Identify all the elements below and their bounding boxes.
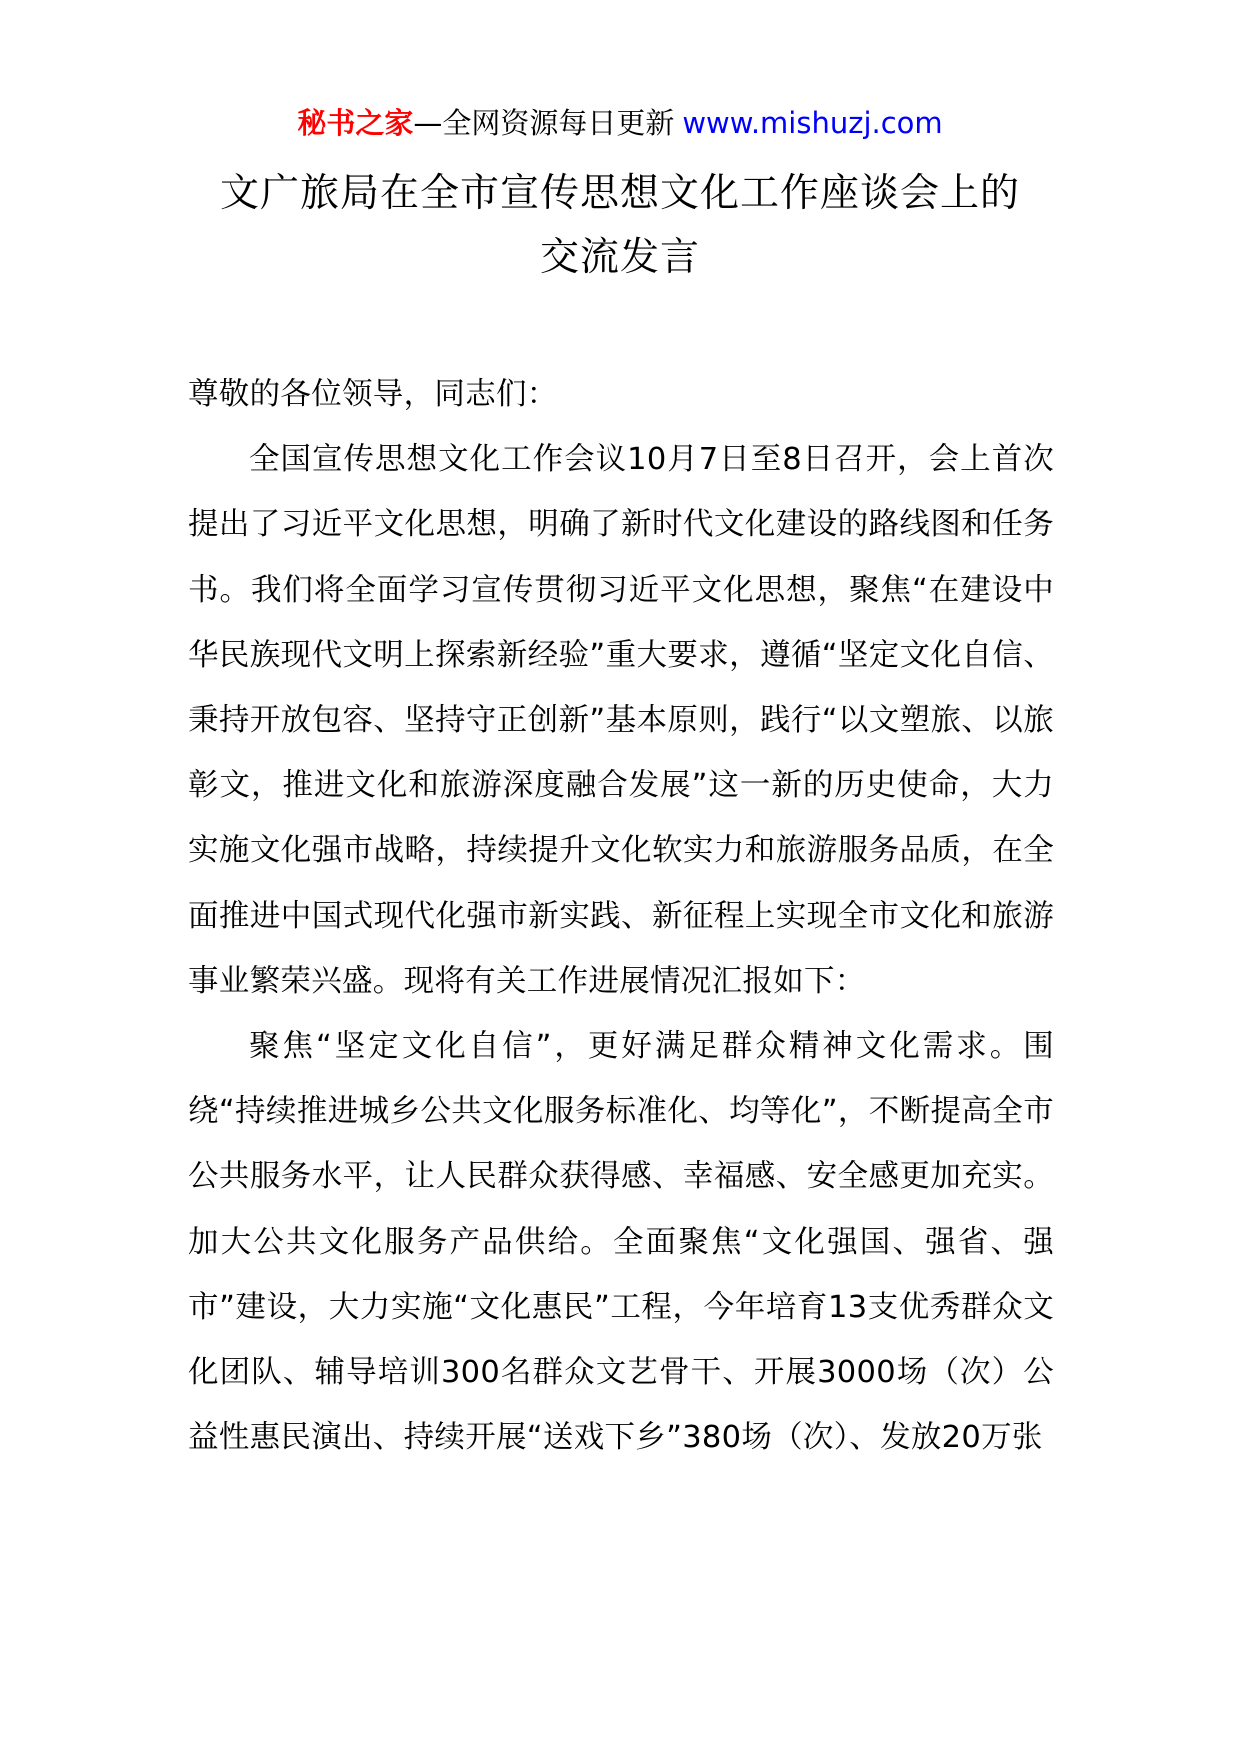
brand-name: 秘书之家 [297,106,414,140]
salutation: 尊敬的各位领导，同志们： [188,377,558,412]
header-tagline: —全网资源每日更新 [413,106,675,140]
site-url-link[interactable]: www.mishuzj.com [682,106,943,140]
paragraph-1: 全国宣传思想文化工作会议10月7日至8日召开，会上首次提出了习近平文化思想，明确了新时代文化建设的路线图和任务书。我们将全面学习宣传贯彻习近平文化思想，聚焦“在建设中华民族现代文明上探索新经验”重大要求，遵循“坚定文化自信、秉持开放包容、坚持守正创新”基本原则，践行“以文塑旅、以旅彰文，推进文化和旅游深度融合发展”这一新的历史使命，大力实施文化强市战略，持续提升文化软实力和旅游服务品质，在全面推进中国式现代化强市新实践、新征程上实现全市文化和旅游事业繁荣兴盛。现将有关工作进展情况汇报如下： [188,442,1054,999]
paragraph-2-body: 围绕“持续推进城乡公共文化服务标准化、均等化”，不断提高全市公共服务水平，让人民群众获得感、幸福感、安全感更加充实。加大公共文化服务产品供给。全面聚焦“文化强国、强省、强市”建设，大力实施“文化惠民”工程，今年培育13支优秀群众文化团队、辅导培训300名群众文艺骨干、开展3000场（次）公益性惠民演出、持续开展“送戏下乡”380场（次）、发放20万张 [188,1029,1054,1456]
title-line-2: 交流发言 [539,235,700,280]
document-title [140,162,1100,290]
document-body [188,362,1054,1470]
paragraph-2 [188,1014,1054,1470]
site-header [0,100,1240,146]
title-line-1: 文广旅局在全市宣传思想文化工作座谈会上的 [219,171,1020,216]
paragraph-2-lead: 聚焦“坚定文化自信”，更好满足群众精神文化需求。 [249,1029,1024,1065]
